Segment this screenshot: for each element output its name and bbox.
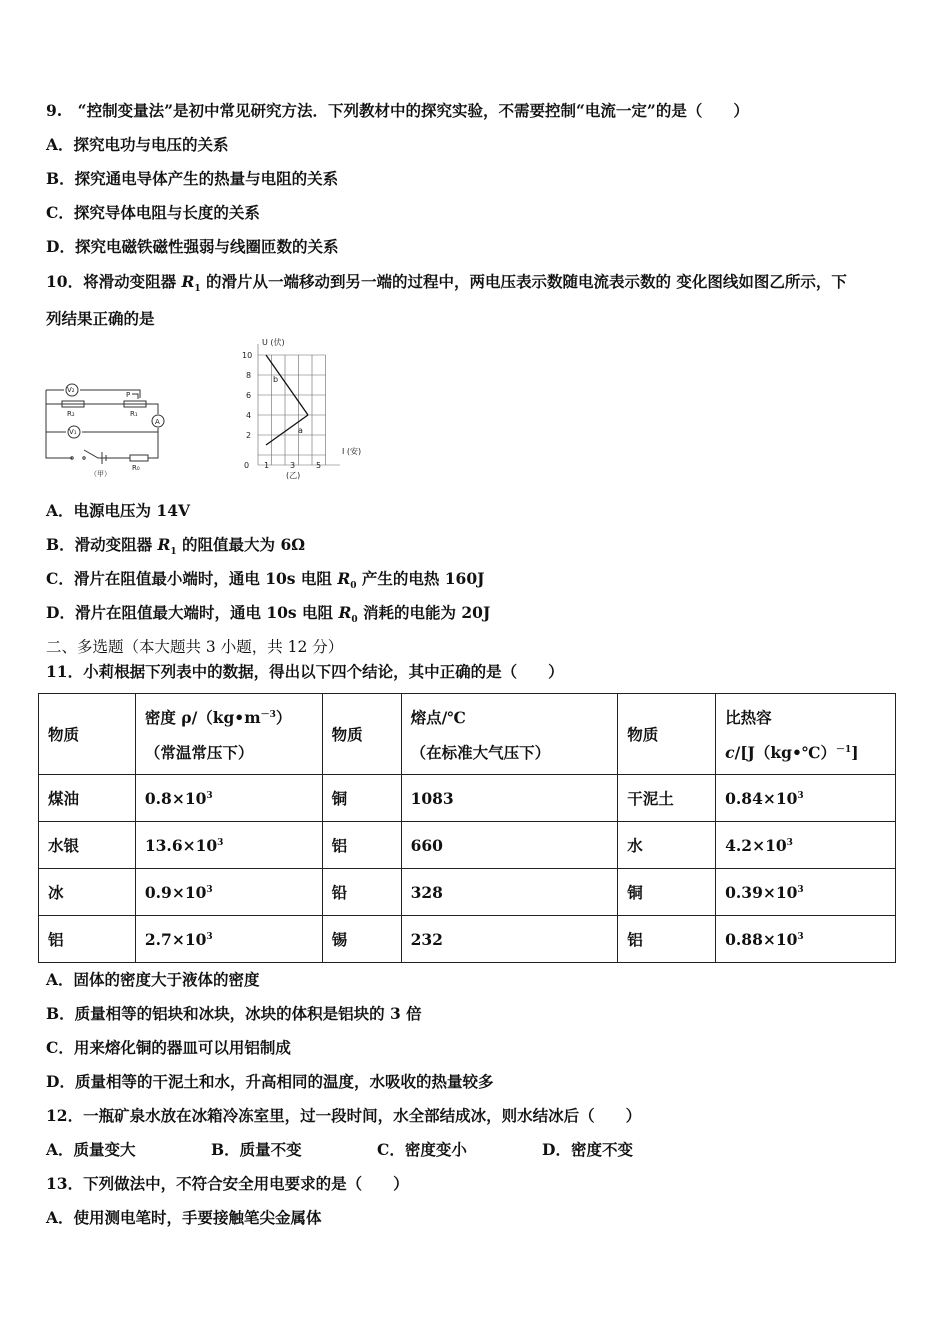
graph-caption: (乙) [286, 471, 301, 480]
table-cell: 铜 [618, 869, 716, 916]
q12-stem: 12．一瓶矿泉水放在冰箱冷冻室里，过一段时间，水全部结成冰，则水结冰后（ ） [46, 1106, 642, 1125]
q9-option-d: D．探究电磁铁磁性强弱与线圈匝数的关系 [46, 237, 339, 256]
graph-x-tick-3: 3 [290, 461, 296, 470]
q9-option-c: C．探究导体电阻与长度的关系 [46, 203, 260, 222]
table-cell: $0.88\times 10^3$ [716, 916, 896, 963]
data-table [38, 693, 896, 963]
q13-option-a: A．使用测电笔时，手要接触笔尖金属体 [46, 1208, 322, 1227]
circuit-label-r2: R₂ [67, 410, 75, 418]
table-cell: 水银 [39, 822, 136, 869]
ui-graph [232, 336, 377, 486]
circuit-label-r1: R₁ [130, 410, 138, 418]
table-cell: 1083 [401, 775, 618, 822]
graph-line-b [266, 355, 308, 415]
table-row [39, 775, 896, 822]
graph-y-tick-2: 2 [246, 431, 252, 440]
q10-option-a: A．电源电压为 14V [46, 501, 191, 520]
table-cell: 铝 [322, 822, 401, 869]
header-cell: 物质 [39, 694, 136, 775]
header-cell: 熔点/℃ （在标准大气压下） [401, 694, 618, 775]
q10-option-d: D．滑片在阻值最大端时，通电 10s 电阻 $R_0$ 消耗的电能为 20J [46, 603, 491, 626]
table-cell: $0.84\times 10^3$ [716, 775, 896, 822]
graph-label-a: a [298, 426, 303, 435]
header-cell: 密度 $\rho/(kg•m^{-3})$ （常温常压下） [135, 694, 322, 775]
table-cell: 铝 [39, 916, 136, 963]
graph-y-tick-6: 6 [246, 391, 252, 400]
q9-option-b: B．探究通电导体产生的热量与电阻的关系 [46, 169, 339, 188]
table-cell: 铅 [322, 869, 401, 916]
table-cell: $13.6\times 10^3$ [135, 822, 322, 869]
q10-option-c: C．滑片在阻值最小端时，通电 10s 电阻 $R_0$ 产生的电热 160J [46, 569, 485, 592]
circuit-label-v1: V₁ [69, 428, 77, 436]
table-cell: 328 [401, 869, 618, 916]
q12-option-c: C．密度变小 [377, 1140, 467, 1159]
table-cell: 660 [401, 822, 618, 869]
table-cell: $4.2\times 10^3$ [716, 822, 896, 869]
circuit-label-v2: V₂ [67, 386, 75, 394]
table-cell: 煤油 [39, 775, 136, 822]
table-cell: $0.8\times 10^3$ [135, 775, 322, 822]
q11-option-b: B．质量相等的铝块和冰块，冰块的体积是铝块的 3 倍 [46, 1004, 422, 1023]
q10-stem-line1: 10．将滑动变阻器 $R_1$ 的滑片从一端移动到另一端的过程中，两电压表示数随电流表示数的 变化图线如图乙所示，下 [46, 272, 847, 295]
q10-option-b: B．滑动变阻器 $R_1$ 的阻值最大为 6Ω [46, 535, 306, 558]
q12-option-d: D．密度不变 [542, 1140, 633, 1159]
header-cell: 物质 [618, 694, 716, 775]
graph-y-label: U (伏) [262, 338, 285, 347]
q9-option-a: A．探究电功与电压的关系 [46, 135, 229, 154]
table-cell: 水 [618, 822, 716, 869]
q11-stem: 11．小莉根据下列表中的数据，得出以下四个结论，其中正确的是（ ） [46, 662, 564, 681]
q12-option-b: B．质量不变 [211, 1140, 302, 1159]
graph-x-tick-5: 5 [316, 461, 322, 470]
q11-option-d: D．质量相等的干泥土和水，升高相同的温度，水吸收的热量较多 [46, 1072, 494, 1091]
table-cell: 冰 [39, 869, 136, 916]
circuit-caption: （甲） [90, 470, 111, 478]
circuit-label-p: P [126, 391, 131, 399]
graph-y-tick-8: 8 [246, 371, 252, 380]
section-heading: 二、多选题（本大题共 3 小题，共 12 分） [46, 638, 344, 656]
table-cell: 232 [401, 916, 618, 963]
table-cell: 锡 [322, 916, 401, 963]
q11-option-c: C．用来熔化铜的器皿可以用铝制成 [46, 1038, 291, 1057]
graph-x-label: I (安) [342, 447, 362, 456]
header-cell: 物质 [322, 694, 401, 775]
q9-stem: 9. “控制变量法”是初中常见研究方法．下列教材中的探究实验，不需要控制“电流一定”的是（ ） [46, 101, 749, 120]
table-cell: 干泥土 [618, 775, 716, 822]
graph-label-b: b [273, 375, 279, 384]
header-cell: 比热容 c/[J（kg•℃）$^{-1}$] [716, 694, 896, 775]
q12-option-a: A．质量变大 [46, 1140, 136, 1159]
table-cell: $0.39\times 10^3$ [716, 869, 896, 916]
q10-stem-line2: 列结果正确的是 [46, 309, 155, 328]
graph-y-tick-0: 0 [244, 461, 250, 470]
circuit-label-r0: R₀ [132, 464, 140, 472]
table-row [39, 916, 896, 963]
circuit-label-a: A [155, 418, 160, 426]
table-cell: 铝 [618, 916, 716, 963]
graph-y-tick-10: 10 [242, 351, 253, 360]
table-cell: 铜 [322, 775, 401, 822]
table-header-row [39, 694, 896, 775]
circuit-diagram [40, 380, 180, 480]
table-cell: $0.9\times 10^3$ [135, 869, 322, 916]
table-row [39, 822, 896, 869]
graph-x-tick-1: 1 [264, 461, 270, 470]
q13-stem: 13．下列做法中，不符合安全用电要求的是（ ） [46, 1174, 409, 1193]
q11-option-a: A．固体的密度大于液体的密度 [46, 970, 260, 989]
graph-y-tick-4: 4 [246, 411, 252, 420]
table-cell: $2.7\times 10^3$ [135, 916, 322, 963]
table-row [39, 869, 896, 916]
